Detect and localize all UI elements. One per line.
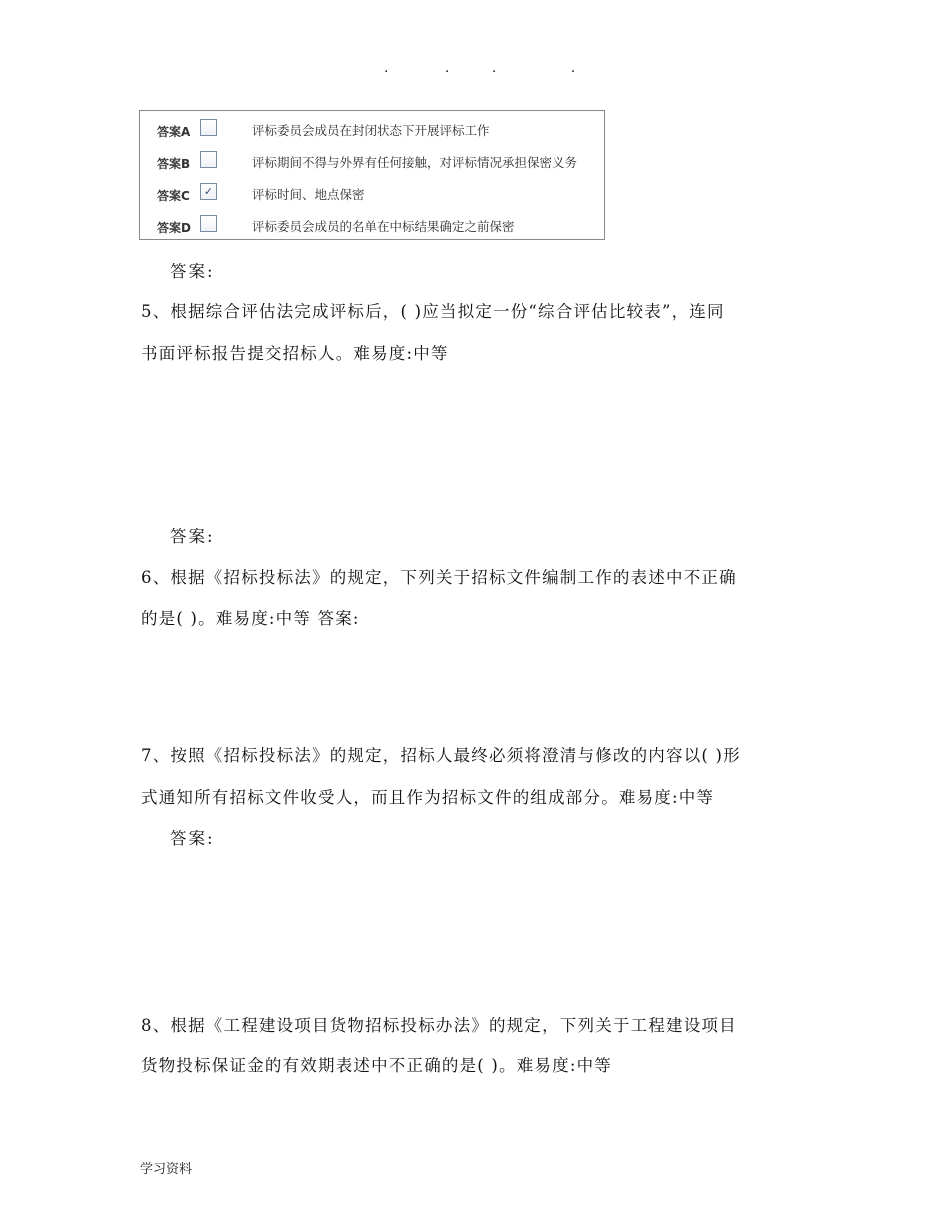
page-footer: 学习资料 — [140, 1162, 193, 1177]
answer-options-panel — [139, 110, 605, 240]
page-header-dots — [384, 60, 627, 76]
answer-label: 答案: — [170, 527, 215, 546]
option-text: 评标委员会成员在封闭状态下开展评标工作 — [252, 123, 490, 138]
option-d-checkbox[interactable] — [200, 215, 217, 232]
question-6-line-2: 的是( )。难易度:中等 答案: — [141, 609, 360, 628]
option-label: 答案B — [157, 157, 191, 171]
option-label: 答案A — [157, 125, 191, 139]
answer-option-d — [140, 215, 604, 239]
option-c-checkbox[interactable]: ✓ — [200, 183, 217, 200]
option-label: 答案D — [157, 221, 191, 235]
header-dot: . — [384, 60, 389, 76]
answer-option-b — [140, 151, 604, 175]
question-7-line-2: 式通知所有招标文件收受人，而且作为招标文件的组成部分。难易度:中等 — [141, 788, 715, 807]
header-dot: . — [491, 60, 497, 76]
answer-option-a — [140, 119, 604, 143]
option-label: 答案C — [157, 189, 190, 203]
option-a-checkbox[interactable] — [200, 119, 217, 136]
question-5-line-1: 5、根据综合评估法完成评标后，( )应当拟定一份“综合评估比较表”，连同 — [141, 302, 725, 321]
question-6-line-1: 6、根据《招标投标法》的规定，下列关于招标文件编制工作的表述中不正确 — [141, 568, 737, 587]
question-5-line-2: 书面评标报告提交招标人。难易度:中等 — [141, 344, 449, 363]
option-text: 评标时间、地点保密 — [252, 187, 365, 202]
header-dot: . — [570, 60, 576, 76]
header-dot: . — [444, 60, 450, 76]
option-text: 评标委员会成员的名单在中标结果确定之前保密 — [252, 219, 515, 234]
option-text: 评标期间不得与外界有任何接触，对评标情况承担保密义务 — [252, 155, 578, 170]
question-7-line-1: 7、按照《招标投标法》的规定，招标人最终必须将澄清与修改的内容以( )形 — [141, 746, 741, 765]
question-8-line-1: 8、根据《工程建设项目货物招标投标办法》的规定，下列关于工程建设项目 — [141, 1016, 737, 1035]
option-b-checkbox[interactable] — [200, 151, 217, 168]
question-8-line-2: 货物投标保证金的有效期表述中不正确的是( )。难易度:中等 — [141, 1056, 612, 1075]
answer-option-c — [140, 183, 604, 207]
answer-label: 答案: — [170, 829, 215, 848]
answer-label: 答案: — [170, 262, 215, 281]
